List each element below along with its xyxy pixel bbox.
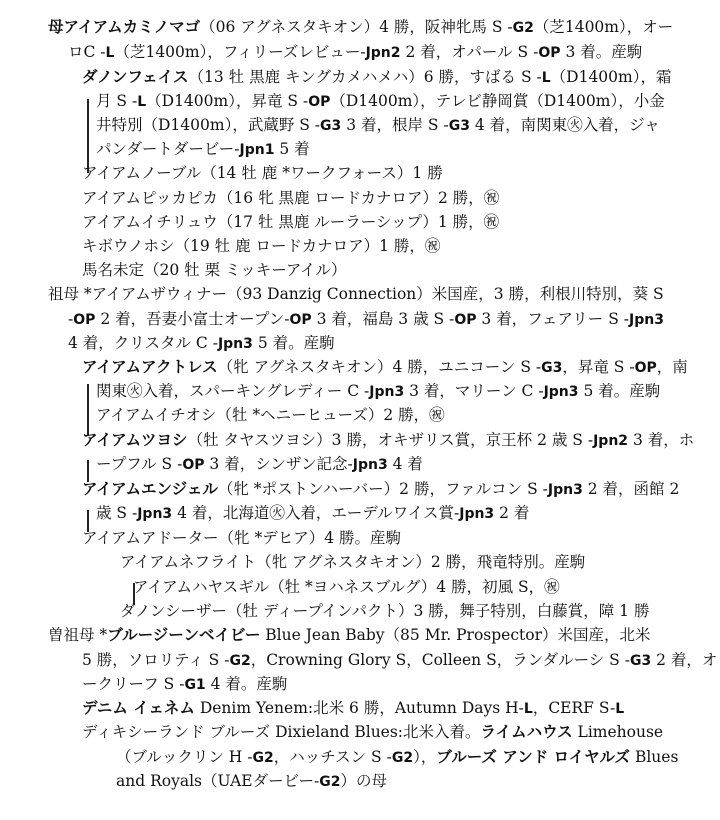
line-text: （牝 アグネスタキオン）4 勝，ユニコーン S - (217, 358, 542, 376)
offspring-line (82, 185, 499, 211)
grade-label: G3 (320, 118, 342, 134)
horse-name: ダノンフェイス (82, 68, 189, 86)
grade-label: OP (73, 312, 96, 328)
line-text: ）の母 (340, 772, 387, 790)
line-text: ープフル S - (96, 455, 183, 473)
grade-label: G2 (229, 653, 251, 669)
line-text: 2 着，オパール S - (400, 43, 539, 61)
line-text: （牝 *ポストンハーバー）2 勝，ファルコン S - (217, 480, 548, 498)
line-text: （13 牡 黒鹿 キングカメハメハ）6 勝，すばる S - (188, 68, 542, 86)
line-text: キボウノホシ（19 牡 鹿 ロードカナロア）1 勝，㊗ (82, 237, 441, 255)
offspring-line (82, 233, 440, 259)
grade-label: G3 (629, 653, 652, 669)
line-text: 2 着，オ (651, 651, 718, 669)
line-text: ディキシーランド ブルーズ Dixieland Blues:北米入着。 (82, 723, 481, 741)
line-text: 歳 S - (96, 504, 138, 522)
line-text: （D1400m），霜 (550, 68, 672, 86)
line-text: （芝1400m），オー (533, 18, 674, 36)
granddam-line (68, 306, 664, 333)
grade-label: Jpn3 (547, 482, 583, 498)
horse-name: 母 (48, 18, 64, 36)
line-text: アイアムネフライト（牝 アグネスタキオン）2 勝，飛竜特別。産駒 (120, 553, 586, 571)
horse-name: ライムハウス (480, 723, 573, 741)
offspring-line (82, 476, 679, 503)
offspring-line (82, 257, 347, 283)
grade-label: G2 (252, 750, 274, 766)
offspring-line (96, 402, 445, 428)
line-text: 2 着 (494, 504, 530, 522)
offspring-line (82, 354, 688, 381)
line-text: 3 着。産駒 (560, 43, 643, 61)
offspring-line (82, 695, 624, 722)
line-text: 曽祖母 * (48, 626, 108, 644)
grade-label: L (541, 70, 551, 86)
offspring-line (96, 136, 310, 163)
line-text: 5 着 (274, 140, 310, 158)
line-text: （牡 タヤスツヨシ）3 勝，オキザリス賞，京王杯 2 歳 S - (187, 431, 594, 449)
line-text: 4 着 (387, 455, 423, 473)
line-text: ）， (413, 748, 437, 766)
offspring-line (96, 112, 660, 139)
offspring-line (82, 160, 443, 186)
grade-label: OP (308, 94, 331, 110)
line-text: 5 着。産駒 (578, 382, 661, 400)
grade-label: Jpn1 (239, 142, 275, 158)
line-text: 5 着。産駒 (252, 334, 335, 352)
line-text: 3 着，フェアリー S - (476, 310, 630, 328)
line-text: 3 着，マリーン C - (404, 382, 544, 400)
line-text: Denim Yenem:北米 6 勝，Autumn Days H- (194, 699, 524, 717)
line-text: アイアムピッカピカ（16 牝 黒鹿 ロードカナロア）2 勝，㊗ (82, 189, 500, 207)
grade-label: Jpn2 (365, 45, 401, 61)
granddam-line (48, 281, 664, 307)
horse-name: アイアムエンジェル (82, 480, 218, 498)
line-text: ，Crowning Glory S，Colleen S，ランダルーシ S - (250, 651, 630, 669)
line-text: ，CERF S- (532, 699, 616, 717)
dam-line (68, 39, 642, 66)
line-text: Limehouse (572, 723, 664, 741)
line-text: 3 着，根岸 S - (341, 116, 449, 134)
grade-label: Jpn3 (217, 336, 253, 352)
dam-line (48, 14, 673, 41)
grade-label: Jpn3 (352, 457, 388, 473)
line-text: 4 着，北海道㊋入着，エーデルワイス賞- (172, 504, 460, 522)
offspring-line (116, 744, 678, 771)
grade-label: Jpn3 (137, 506, 173, 522)
grade-label: L (137, 94, 147, 110)
grade-label: Jpn3 (629, 312, 664, 328)
line-text: ，南 (656, 358, 688, 376)
line-text: アイアムイチリュウ（17 牡 黒鹿 ルーラーシップ）1 勝，㊗ (82, 213, 500, 231)
great-granddam-line (48, 622, 651, 648)
offspring-line (96, 88, 665, 115)
line-text: パンダートダービー- (96, 140, 240, 158)
line-text: ークリーフ S - (82, 675, 185, 693)
offspring-line (82, 427, 694, 454)
offspring-line (120, 549, 585, 575)
line-text: 3 着，ホ (628, 431, 695, 449)
offspring-line (116, 768, 387, 795)
line-text: 月 S - (96, 92, 138, 110)
line-text: 馬名未定（20 牡 栗 ミッキーアイル） (82, 261, 347, 279)
offspring-line (82, 209, 499, 235)
line-text: アイアムハヤスギル（牡 *ヨハネスブルグ）4 勝，初風 S，㊗ (133, 578, 560, 596)
grade-label: G1 (184, 677, 206, 693)
line-text: （ブルックリン H - (116, 748, 253, 766)
line-text: （芝1400m），フィリーズレビュー- (114, 43, 366, 61)
line-text: 3 着，福島 3 歳 S - (311, 310, 455, 328)
grade-label: OP (289, 312, 312, 328)
offspring-line (120, 598, 649, 624)
grade-label: OP (538, 45, 561, 61)
line-text: 5 勝，ソロリティ S - (82, 651, 230, 669)
line-text: （D1400m），テレビ静岡賞（D1400m），小金 (330, 92, 665, 110)
offspring-line (82, 719, 663, 745)
line-text: ，ハッチスン S - (273, 748, 392, 766)
offspring-line (82, 525, 401, 551)
line-text: アイアムイチオシ（牡 *ヘニーヒューズ）2 勝，㊗ (96, 406, 445, 424)
grade-label: L (615, 701, 625, 717)
grade-label: L (105, 45, 115, 61)
line-text: 井特別（D1400m），武蔵野 S - (96, 116, 321, 134)
line-text: アイアムアドーター（牝 *デヒア）4 勝。産駒 (82, 529, 402, 547)
grade-label: Jpn2 (593, 433, 629, 449)
line-text: （D1400m），昇竜 S - (146, 92, 309, 110)
horse-name: アイアムアクトレス (82, 358, 218, 376)
line-text: 3 着，シンザン記念- (204, 455, 353, 473)
line-text: 祖母 *アイアムザウィナー（93 Danzig Connection）米国産，3 勝，利根川特別，葵 S (48, 285, 664, 303)
line-text: 関東㊋入着，スパーキングレディー C - (96, 382, 370, 400)
grade-label: G2 (319, 774, 341, 790)
offspring-line (96, 500, 529, 527)
line-text: （06 アグネスタキオン）4 勝，阪神牝馬 S - (200, 18, 513, 36)
line-text: ダノンシーザー（牡 ディープインパクト）3 勝，舞子特別，白藤賞，障 1 勝 (120, 602, 650, 620)
grade-label: OP (182, 457, 205, 473)
great-granddam-line (82, 647, 717, 674)
horse-name: アイアムカミノマゴ (63, 18, 201, 36)
line-text: ロC - (68, 43, 106, 61)
grade-label: Jpn3 (459, 506, 495, 522)
grade-label: L (523, 701, 533, 717)
line-text: 4 着，南関東㊋入着，ジャ (469, 116, 660, 134)
line-text: - (68, 310, 74, 328)
horse-name: デニム イェネム (82, 699, 195, 717)
grade-label: OP (634, 360, 657, 376)
grade-label: G2 (512, 20, 534, 36)
granddam-line (68, 330, 335, 357)
grade-label: Jpn3 (543, 384, 579, 400)
line-text: アイアムノーブル（14 牡 鹿 *ワークフォース）1 勝 (82, 164, 443, 182)
line-text: and Royals（UAEダービー- (116, 772, 320, 790)
line-text: 2 着，函館 2 (582, 480, 680, 498)
horse-name: アイアムツヨシ (82, 431, 188, 449)
grade-label: G2 (391, 750, 414, 766)
grade-label: Jpn3 (369, 384, 405, 400)
line-text: 4 着，クリスタル C - (68, 334, 218, 352)
line-text: Blue Jean Baby（85 Mr. Prospector）米国産，北米 (260, 626, 651, 644)
grade-label: OP (454, 312, 477, 328)
line-text: Blues (630, 748, 679, 766)
horse-name: ブルーズ アンド ロイヤルズ (436, 748, 631, 766)
offspring-line (82, 64, 671, 91)
offspring-line (133, 574, 560, 600)
grade-label: G3 (541, 360, 563, 376)
offspring-line (96, 378, 660, 405)
line-text: 2 着，吾妻小富士オープン- (95, 310, 290, 328)
great-granddam-line (82, 671, 287, 698)
horse-name: ブルージーンベイビー (107, 626, 261, 644)
line-text: 4 着。産駒 (205, 675, 288, 693)
grade-label: G3 (448, 118, 470, 134)
line-text: ，昇竜 S - (562, 358, 635, 376)
offspring-line (96, 451, 423, 478)
